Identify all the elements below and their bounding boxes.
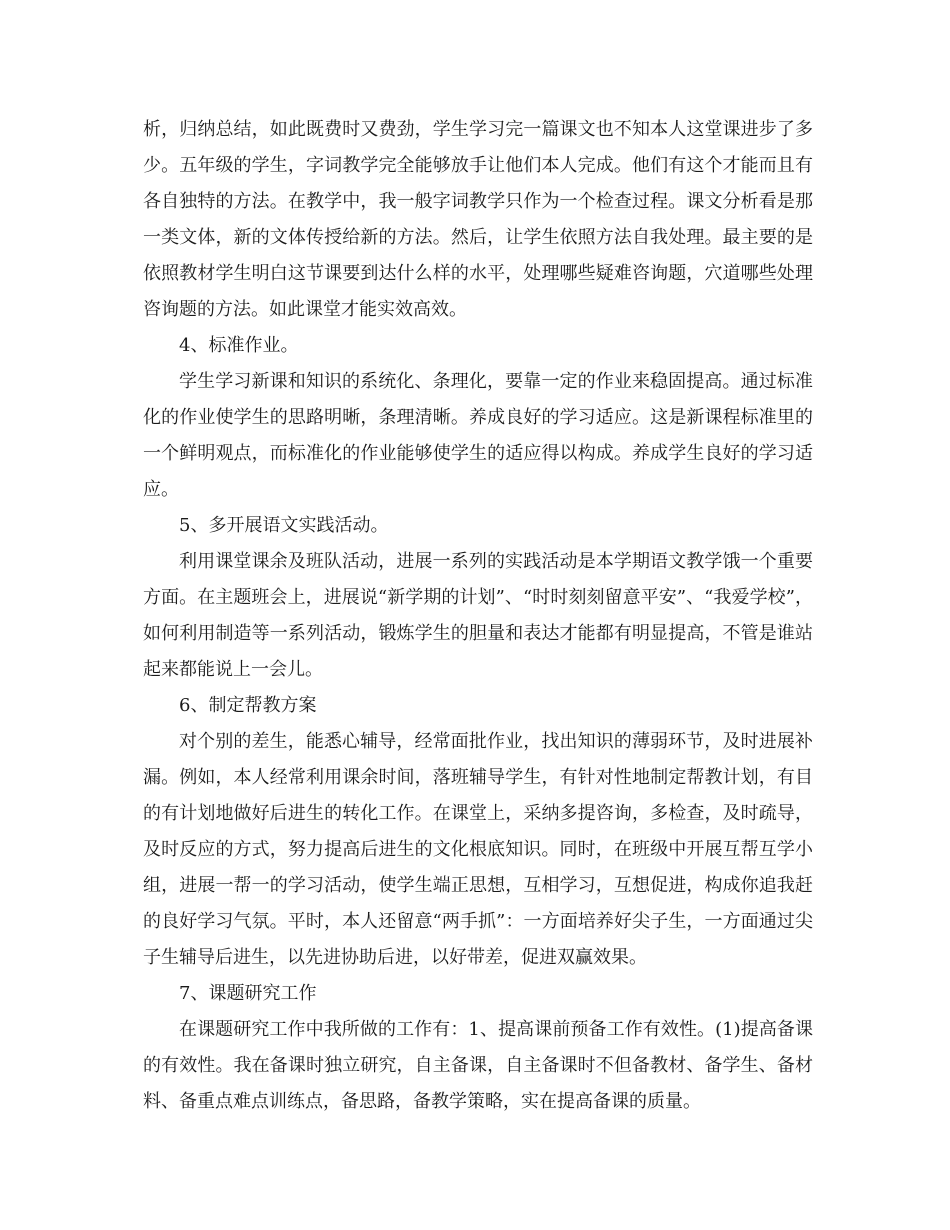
section-heading-research-work: 7、课题研究工作 [179, 983, 317, 1004]
paragraph-continuation: 析，归纳总结，如此既费时又费劲，学生学习完一篇课文也不知本人这堂课进步了多少。五年级的学生，字词教学完全能够放手让他们本人完成。他们有这个才能而且有各自独特的方法。在教学中，我一般字词教学只作为一个检查过程。课文分析看是那一类文体，新的文体传授给新的方法。然后，让学生依照方法自我处理。最主要的是依照教材学生明白这节课要到达什么样的水平，处理哪些疑难咨询题，穴道哪些处理咨询题的方法。如此课堂才能实效高效。 [143, 119, 813, 320]
section-heading-tutoring-plan: 6、制定帮教方案 [179, 695, 317, 716]
document-body [143, 112, 813, 1120]
section-heading-standard-homework: 4、标准作业。 [179, 335, 299, 356]
section-heading-chinese-practice: 5、多开展语文实践活动。 [179, 515, 389, 536]
paragraph-tutoring-plan: 对个别的差生，能悉心辅导，经常面批作业，找出知识的薄弱环节，及时进展补漏。例如，本人经常利用课余时间，落班辅导学生，有针对性地制定帮教计划，有目的有计划地做好后进生的转化工作。在课堂上，采纳多提咨询，多检查，及时疏导，及时反应的方式，努力提高后进生的文化根底知识。同时，在班级中开展互帮互学小组，进展一帮一的学习活动，使学生端正思想，互相学习，互想促进，构成你追我赶的良好学习气氛。平时，本人还留意“两手抓”：一方面培养好尖子生，一方面通过尖子生辅导后进生，以先进协助后进，以好带差，促进双赢效果。 [143, 731, 813, 968]
paragraph-chinese-practice: 利用课堂课余及班队活动，进展一系列的实践活动是本学期语文教学饿一个重要方面。在主题班会上，进展说“新学期的计划”、“时时刻刻留意平安”、“我爱学校”，如何利用制造等一系列活动，锻炼学生的胆量和表达才能都有明显提高，不管是谁站起来都能说上一会儿。 [143, 551, 813, 680]
paragraph-standard-homework: 学生学习新课和知识的系统化、条理化，要靠一定的作业来稳固提高。通过标准化的作业使学生的思路明晰，条理清晰。养成良好的学习适应。这是新课程标准里的一个鲜明观点，而标准化的作业能够使学生的适应得以构成。养成学生良好的学习适应。 [143, 371, 813, 500]
paragraph-research-work: 在课题研究工作中我所做的工作有：1、提高课前预备工作有效性。(1)提高备课的有效性。我在备课时独立研究，自主备课，自主备课时不但备教材、备学生、备材料、备重点难点训练点，备思路，备教学策略，实在提高备课的质量。 [143, 1019, 813, 1112]
